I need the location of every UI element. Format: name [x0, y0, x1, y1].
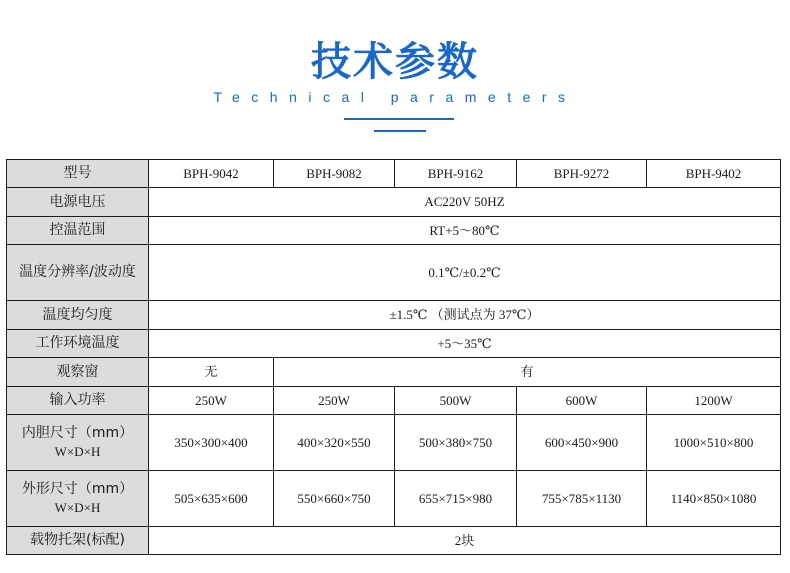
table-row: [7, 471, 781, 527]
row-label-line1: 内胆尺寸（mm）: [21, 425, 134, 442]
value-cell: 0.1℃/±0.2℃: [149, 245, 781, 301]
table-row: [7, 188, 781, 217]
row-label: 温度分辨率/波动度: [7, 245, 149, 301]
table-row: [7, 217, 781, 245]
row-label: 工作环境温度: [7, 330, 149, 358]
value-cell: AC220V 50HZ: [149, 188, 781, 217]
table-row: [7, 415, 781, 471]
row-label: [7, 471, 149, 527]
value-cell: 250W: [274, 387, 395, 415]
value-cell: 1140×850×1080: [647, 471, 781, 527]
row-label: 温度均匀度: [7, 301, 149, 330]
value-cell: 755×785×1130: [517, 471, 647, 527]
page-subtitle: Technical parameters: [213, 89, 577, 105]
value-cell: 350×300×400: [149, 415, 274, 471]
row-label: 控温范围: [7, 217, 149, 245]
table-row: [7, 330, 781, 358]
table-row: [7, 245, 781, 301]
model-cell: BPH-9082: [274, 160, 395, 188]
value-cell: 600W: [517, 387, 647, 415]
value-cell: 500×380×750: [395, 415, 517, 471]
model-cell: BPH-9042: [149, 160, 274, 188]
title-underline-long: [344, 118, 454, 120]
page-title: 技术参数: [311, 39, 479, 85]
model-cell: BPH-9162: [395, 160, 517, 188]
title-underline-short: [374, 130, 426, 132]
table-row: [7, 358, 781, 387]
table-row: [7, 527, 781, 555]
value-cell: 600×450×900: [517, 415, 647, 471]
row-label: 型号: [7, 160, 149, 188]
value-cell: 2块: [149, 527, 781, 555]
value-cell: 1200W: [647, 387, 781, 415]
row-label-line2: W×D×H: [54, 444, 101, 460]
row-label: [7, 415, 149, 471]
value-cell: ±1.5℃ （测试点为 37℃）: [149, 301, 781, 330]
value-cell: 有: [274, 358, 781, 387]
value-cell: 250W: [149, 387, 274, 415]
value-cell: 500W: [395, 387, 517, 415]
row-label-line2: W×D×H: [54, 500, 101, 516]
value-cell: +5～35℃: [149, 330, 781, 358]
table-row: [7, 301, 781, 330]
row-label: 电源电压: [7, 188, 149, 217]
value-cell: RT+5～80℃: [149, 217, 781, 245]
row-label: 观察窗: [7, 358, 149, 387]
spec-table: [6, 159, 781, 555]
value-cell: 1000×510×800: [647, 415, 781, 471]
value-cell: 550×660×750: [274, 471, 395, 527]
value-cell: 无: [149, 358, 274, 387]
row-label: 输入功率: [7, 387, 149, 415]
row-label: 载物托架(标配): [7, 527, 149, 555]
value-cell: 400×320×550: [274, 415, 395, 471]
model-cell: BPH-9402: [647, 160, 781, 188]
table-row: [7, 387, 781, 415]
value-cell: 505×635×600: [149, 471, 274, 527]
table-row: [7, 160, 781, 188]
value-cell: 655×715×980: [395, 471, 517, 527]
row-label-line1: 外形尺寸（mm）: [21, 481, 134, 498]
model-cell: BPH-9272: [517, 160, 647, 188]
